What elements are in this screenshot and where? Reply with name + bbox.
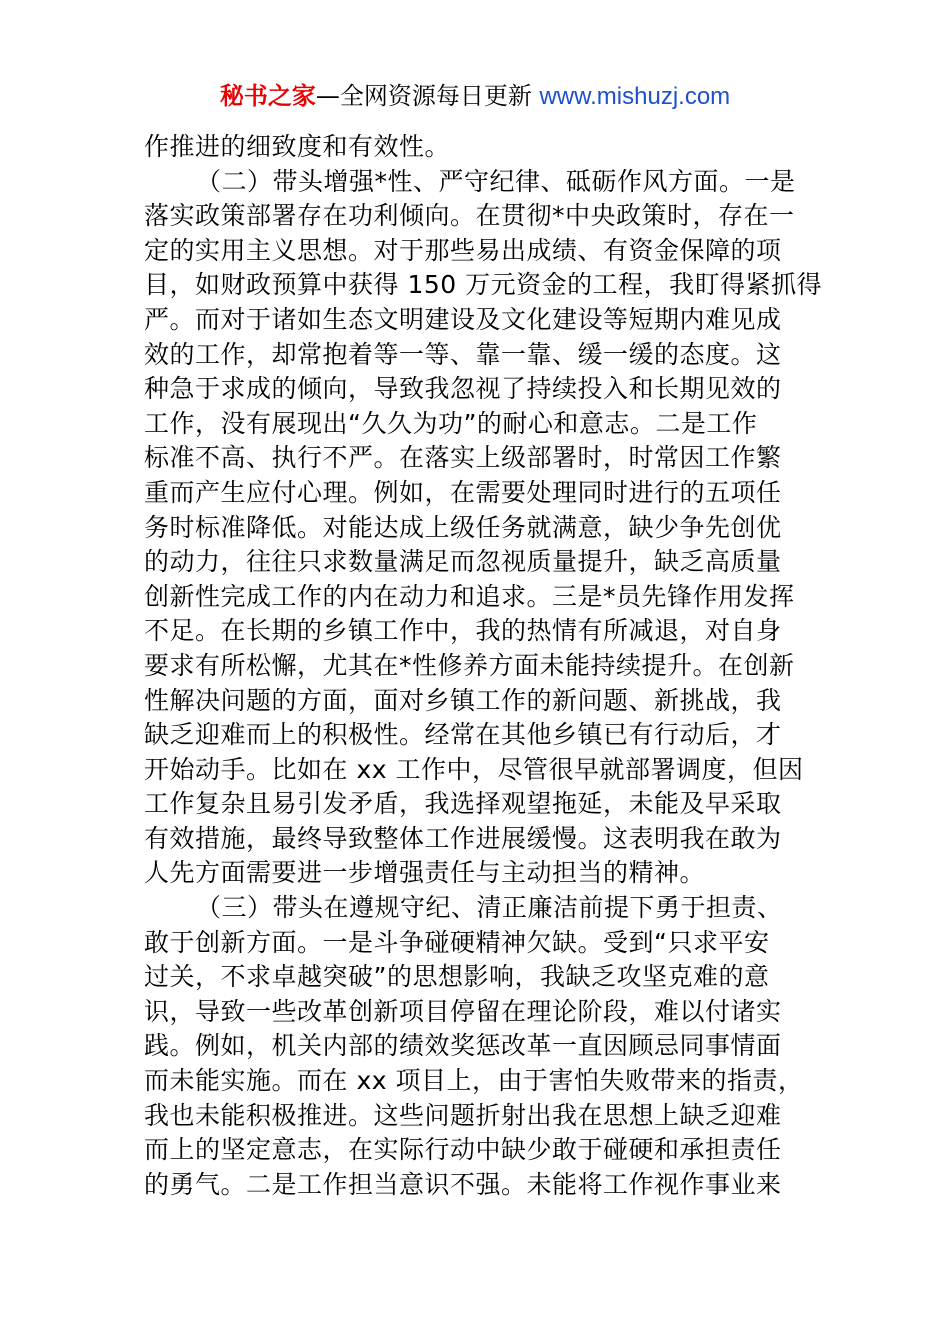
text-line: 工作，没有展现出“久久为功”的耐心和意志。二是工作 <box>144 408 758 438</box>
text-line: 种急于求成的倾向，导致我忽视了持续投入和长期见效的 <box>144 374 782 404</box>
text-line: 标准不高、执行不严。在落实上级部署时，时常因工作繁 <box>144 443 782 473</box>
text-line: 而未能实施。而在 xx 项目上，由于害怕失败带来的指责， <box>144 1066 804 1096</box>
text-line: 践。例如，机关内部的绩效奖惩改革一直因顾忌同事情面 <box>144 1031 782 1061</box>
text-line: 开始动手。比如在 xx 工作中，尽管很早就部署调度，但因 <box>144 754 804 784</box>
text-line: 创新性完成工作的内在动力和追求。三是*员先锋作用发挥 <box>144 581 795 611</box>
text-line: 缺乏迎难而上的积极性。经常在其他乡镇已有行动后，才 <box>144 720 782 750</box>
text-line: 作推进的细致度和有效性。 <box>144 132 451 161</box>
text-line: 性解决问题的方面，面对乡镇工作的新问题、新挑战，我 <box>144 685 782 715</box>
text-line: 目，如财政预算中获得 150 万元资金的工程，我盯得紧抓得 <box>144 270 823 300</box>
text-line: 过关，不求卓越突破”的思想影响，我缺乏攻坚克难的意 <box>144 962 770 992</box>
text-line: 要求有所松懈，尤其在*性修养方面未能持续提升。在创新 <box>144 650 795 680</box>
section-heading-line: （三）带头在遵规守纪、清正廉洁前提下勇于担责、 <box>196 893 783 923</box>
text-line: 人先方面需要进一步增强责任与主动担当的精神。 <box>144 858 706 888</box>
document-body <box>144 130 823 1202</box>
text-line: 而上的坚定意志，在实际行动中缺少敢于碰硬和承担责任 <box>144 1135 782 1165</box>
text-line: 我也未能积极推进。这些问题折射出我在思想上缺乏迎难 <box>144 1100 782 1130</box>
document-header <box>0 78 950 115</box>
text-line: 有效措施，最终导致整体工作进展缓慢。这表明我在敢为 <box>144 823 782 853</box>
text-line: 识，导致一些改革创新项目停留在理论阶段，难以付诸实 <box>144 996 782 1026</box>
brand-name: 秘书之家 <box>219 82 316 110</box>
section-heading-line: （二）带头增强*性、严守纪律、砥砺作风方面。一是 <box>196 166 796 196</box>
text-line: 务时标准降低。对能达成上级任务就满意，缺少争先创优 <box>144 512 782 542</box>
text-line: 定的实用主义思想。对于那些易出成绩、有资金保障的项 <box>144 235 782 265</box>
header-tagline: —全网资源每日更新 <box>315 82 540 110</box>
text-line: 落实政策部署存在功利倾向。在贯彻*中央政策时，存在一 <box>144 201 795 231</box>
text-line: 的勇气。二是工作担当意识不强。未能将工作视作事业来 <box>144 1169 782 1199</box>
website-link[interactable]: www.mishuzj.com <box>539 83 731 110</box>
text-line: 不足。在长期的乡镇工作中，我的热情有所减退，对自身 <box>144 616 782 646</box>
text-line: 的动力，往往只求数量满足而忽视质量提升，缺乏高质量 <box>144 547 782 577</box>
text-line: 效的工作，却常抱着等一等、靠一靠、缓一缓的态度。这 <box>144 339 782 369</box>
text-line: 工作复杂且易引发矛盾，我选择观望拖延，未能及早采取 <box>144 789 782 819</box>
text-line: 敢于创新方面。一是斗争碰硬精神欠缺。受到“只求平安 <box>144 927 770 957</box>
text-line: 严。而对于诸如生态文明建设及文化建设等短期内难见成 <box>144 304 782 334</box>
text-line: 重而产生应付心理。例如，在需要处理同时进行的五项任 <box>144 477 782 507</box>
